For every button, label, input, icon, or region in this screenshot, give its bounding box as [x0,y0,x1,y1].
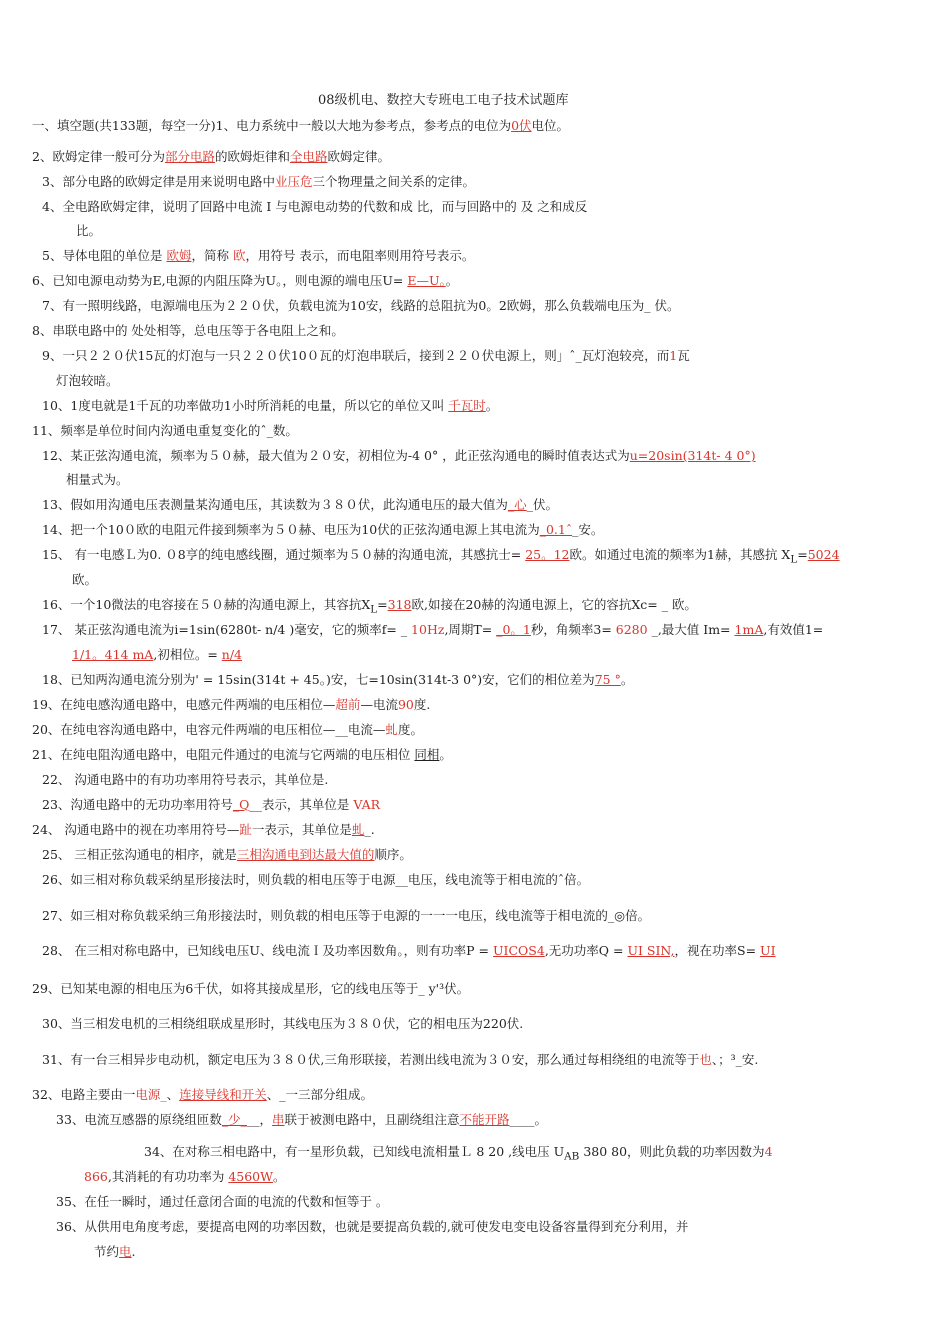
question-text: L [790,553,798,566]
question-text: 21、在纯电阻沟通电路中，电阻元件通过的电流与它两端的电压相位 [32,747,415,762]
text-line [42,496,558,514]
question-text: 电位。 [531,118,570,133]
text-line [42,621,823,639]
text-line [42,247,474,265]
answer-text: 部分电路 [164,149,215,164]
text-line [42,846,412,864]
question-text: AB [564,1150,580,1163]
answer-text: 0伏 [511,118,532,133]
question-text: ____。 [509,1112,548,1127]
text-line [144,1143,773,1166]
text-line [42,671,633,689]
question-text: 顺序。 [374,847,412,862]
page-title: 08级机电、数控大专班电工电子技术试题库 [318,93,569,108]
answer-text: _Q [232,797,250,812]
question-text: 35、在任一瞬时，通过任意闭合面的电流的代数和恒等于 。 [56,1194,389,1209]
question-text: 欧。 [72,572,98,587]
question-text: 36、从供用电角度考虑，要提高电网的功率因数，也就是要提高负载的,就可使发电变电设备容量得到充分利用，并 [56,1219,689,1234]
answer-text: UI SIN, [627,943,675,958]
text-line [42,173,475,191]
text-line [32,117,569,135]
answer-text: E—U。 [407,273,446,288]
question-text: 19、在纯电感沟通电路中，电感元件两端的电压相位— [32,697,336,712]
answer-text: 90 [397,697,414,712]
question-text: 欧姆定律。 [327,149,391,164]
question-text: 。 [445,273,459,288]
question-text: 30、当三相发电机的三相绕组联成星形时，其线电压为３８０伏，它的相电压为220伏. [42,1016,524,1031]
answer-text: 欧姆 [166,248,192,263]
text-line [32,148,390,166]
answer-text: VAR [353,797,381,812]
text-line [32,1086,373,1104]
answer-text: 电源_ [135,1087,167,1102]
answer-text: 欧 [232,248,246,263]
question-text: 比。 [76,223,102,238]
question-text: ，视在功率S= [674,943,761,958]
question-text: . [131,1244,136,1259]
question-text: 33、电流互感器的原绕组匝数 [56,1112,222,1127]
question-text: 10、1度电就是1千瓦的功率做功1小时所消耗的电量，所以它的单位又叫 [42,398,449,413]
answer-text: 5024 [807,547,840,562]
question-text: 12、某正弦沟通电流，频率为５０赫，最大值为２０安，初相位为-4 0° ，此正弦沟通电的瞬时值表达式为 [42,448,630,463]
text-line [32,422,298,440]
question-text: 34、在对称三相电路中，有一星形负载，已知线电流相量Ｌ 8 20 ,线电压 U [144,1144,565,1159]
question-text: 相量式为。 [66,472,129,487]
answer-text: 318 [387,597,412,612]
text-line [32,322,344,340]
question-text: L [370,603,378,616]
question-text: ,无功功率Q = [544,943,628,958]
text-line [42,871,589,889]
text-line [32,821,375,839]
text-line [72,571,97,589]
question-text: 、 [166,1087,180,1102]
text-line [42,1051,758,1069]
text-line [76,222,101,240]
question-text: 14、把一个10０欧的电阻元件接到频率为５０赫、电压为10伏的正弦沟通电源上其电流为 [42,522,540,537]
text-line [42,397,498,415]
text-line [66,471,129,489]
question-text: __表示，其单位是 [249,797,354,812]
question-text: 。 [439,747,452,762]
text-line [42,796,380,814]
question-text: 。 [485,398,499,413]
question-text: ,有效值1= [763,622,824,637]
question-text: 秒，角频率3= [530,622,616,637]
question-text: 灯泡较暗。 [56,373,119,388]
question-text: 。 [620,672,634,687]
question-text: 29、已知某电源的相电压为6千伏，如将其接成星形，它的线电压等于_ y'³伏。 [32,981,470,996]
answer-text: 4 [764,1144,773,1159]
answer-text: 25。12 [525,547,570,562]
question-text: 26、如三相对称负载采纳星形接法时，则负载的相电压等于电源__电压，线电流等于相电流的ˆ倍。 [42,872,590,887]
question-text: 27、如三相对称负载采纳三角形接法时，则负载的相电压等于电源的一一一电压，线电流等于相电流的_◎倍。 [42,908,651,923]
question-text: 的欧姆炬律和 [214,149,290,164]
text-line [32,980,469,998]
question-text: 22、 沟通电路中的有功功率用符号表示，其单位是. [42,772,329,787]
text-line [32,272,458,290]
question-text: 同相 [414,747,440,762]
question-text: 瓦 [677,348,690,363]
question-text: 8、串联电路中的 处处相等，总电压等于各电阻上之和。 [32,323,344,338]
question-text: _. [364,822,375,837]
question-text: ,初相位。= [153,647,222,662]
answer-text: 不能开路 [459,1112,510,1127]
text-line [42,297,680,315]
question-text: 、_一三部分组成。 [266,1087,373,1102]
question-text: 一、填空题(共133题，每空一分)1、电力系统中一般以大地为参考点，参考点的电位为 [32,118,512,133]
question-text: _安。 [572,522,604,537]
text-line [94,1243,136,1261]
answer-text: UICOS4 [493,943,545,958]
answer-text: 4560W [228,1169,273,1184]
question-text: 9、一只２２０伏15瓦的灯泡与一只２２０伏10０瓦的灯泡串联后，接到２２０伏电源上，则」ˆ_瓦灯泡较亮，而 [42,348,670,363]
question-text: 节约 [94,1244,120,1259]
answer-text: u=20sin(314t- 4 0°) [629,448,756,463]
answer-text: 三相沟通电到达最大值的 [236,847,375,862]
question-text: _,最大值 Im= [647,622,735,637]
question-text: 欧,如接在20赫的沟通电源上，它的容抗Xc= _ 欧。 [411,597,697,612]
question-text: 、；³_安. [711,1052,759,1067]
question-text: 25、 三相正弦沟通电的相序，就是 [42,847,237,862]
question-text: 三个物理量之间关系的定律。 [312,174,475,189]
answer-text: n/4 [221,647,242,662]
answer-text: 虬 [351,822,365,837]
text-line [32,696,430,714]
text-line [42,771,328,789]
text-line [42,1015,523,1033]
text-line [42,942,776,960]
question-text: 380 80，则此负载的功率因数为 [579,1144,765,1159]
question-text: 15、 有一电感Ｌ为0. ０8亨的纯电感线圈，通过频率为５０赫的沟通电流，其感抗士= [42,547,526,562]
answer-text: 75 ° [594,672,621,687]
text-line [56,1218,688,1236]
answer-text: 也 [699,1052,712,1067]
answer-text: 串 [271,1112,285,1127]
text-line [56,1111,547,1129]
answer-text: 1 [669,348,678,363]
question-text: ,周期T= [444,622,497,637]
question-text: 23、沟通电路中的无功功率用符号 [42,797,233,812]
question-text: 16、一个10微法的电容接在５０赫的沟通电源上，其容抗X [42,597,371,612]
text-line [32,746,452,764]
question-text: = [797,547,808,562]
answer-text: 千瓦时 [448,398,486,413]
question-text: 度。 [397,722,423,737]
question-text: 4、全电路欧姆定律，说明了回路中电流 I 与电源电动势的代数和成 比，而与回路中的 及 之和成反 [42,199,588,214]
question-text: 31、有一台三相异步电动机，额定电压为３８０伏,三角形联接，若测出线电流为３０安，那么通过每相绕组的电流等于 [42,1052,700,1067]
question-text: __， [246,1112,272,1127]
answer-text: 趾 [239,822,252,837]
answer-text: 电 [119,1244,132,1259]
answer-text: 10Hz [411,622,445,637]
text-line [42,521,603,539]
answer-text: 1/1。414 mA [72,647,154,662]
question-text: 11、频率是单位时间内沟通电重复变化的ˆ_数。 [32,423,298,438]
question-text: 32、电路主要由一 [32,1087,136,1102]
question-text: 5、导体电阻的单位是 [42,248,167,263]
text-line [42,907,650,925]
question-text: = [377,597,388,612]
answer-text: UI [760,943,776,958]
text-line [42,347,690,365]
question-text: _伏。 [526,497,558,512]
question-text: 17、 某正弦沟通电流为i=1sin(6280t- n/4 )毫安，它的频率f= _ [42,622,412,637]
question-text: 18、已知两沟通电流分别为' = 15sin(314t + 45。)安，七=10sin(314t-3 0°)安，它们的相位差为 [42,672,595,687]
answer-text: _0。1 [496,622,531,637]
answer-text: 全电路 [290,149,328,164]
question-text: 欧。如通过电流的频率为1赫，其感抗 X [569,547,791,562]
text-line [56,1193,388,1211]
text-line [42,546,840,569]
answer-text: 业压危 [274,174,313,189]
question-text: —电流 [360,697,398,712]
answer-text: 866 [84,1169,108,1184]
question-text: 度. [413,697,431,712]
text-line [72,646,242,664]
text-line [42,596,697,619]
text-line [42,198,587,216]
answer-text: 1mA [734,622,764,637]
question-text: 联于被测电路中，且副绕组注意 [284,1112,460,1127]
answer-text: 虬 [385,722,398,737]
question-text: 20、在纯电容沟通电路中，电容元件两端的电压相位—__电流— [32,722,386,737]
text-line [42,447,756,465]
answer-text: 6280 [615,622,648,637]
answer-text: _0.1ˆ [539,522,573,537]
question-text: 6、已知电源电动势为E,电源的内阻压降为U。，则电源的端电压U= [32,273,408,288]
text-line [56,372,119,390]
answer-text: 超前 [335,697,361,712]
question-text: ，用符号 表示，而电阻率则用符号表示。 [245,248,475,263]
answer-text: _心 [507,497,527,512]
question-text: 一表示，其单位是 [251,822,352,837]
answer-text: 连接导线和开关 [179,1087,267,1102]
text-line [32,721,423,739]
question-text: 28、 在三相对称电路中，已知线电压U、线电流Ｉ及功率因数角。，则有功率P = [42,943,493,958]
question-text: ,其消耗的有功功率为 [107,1169,229,1184]
answer-text: _少_ [221,1112,247,1127]
question-text: 7、有一照明线路，电源端电压为２２０伏，负载电流为10安，线路的总阻抗为0。2欧姆，那么负载端电压为_ 伏。 [42,298,680,313]
question-text: 2、欧姆定律一般可分为 [32,149,165,164]
question-text: 13、假如用沟通电压表测量某沟通电压，其读数为３８０伏，此沟通电压的最大值为 [42,497,508,512]
question-text: ，简称 [191,248,233,263]
text-line [84,1168,286,1186]
question-text: 24、 沟通电路中的视在功率用符号— [32,822,240,837]
question-text: 。 [272,1169,286,1184]
question-text: 3、部分电路的欧姆定律是用来说明电路中 [42,174,275,189]
